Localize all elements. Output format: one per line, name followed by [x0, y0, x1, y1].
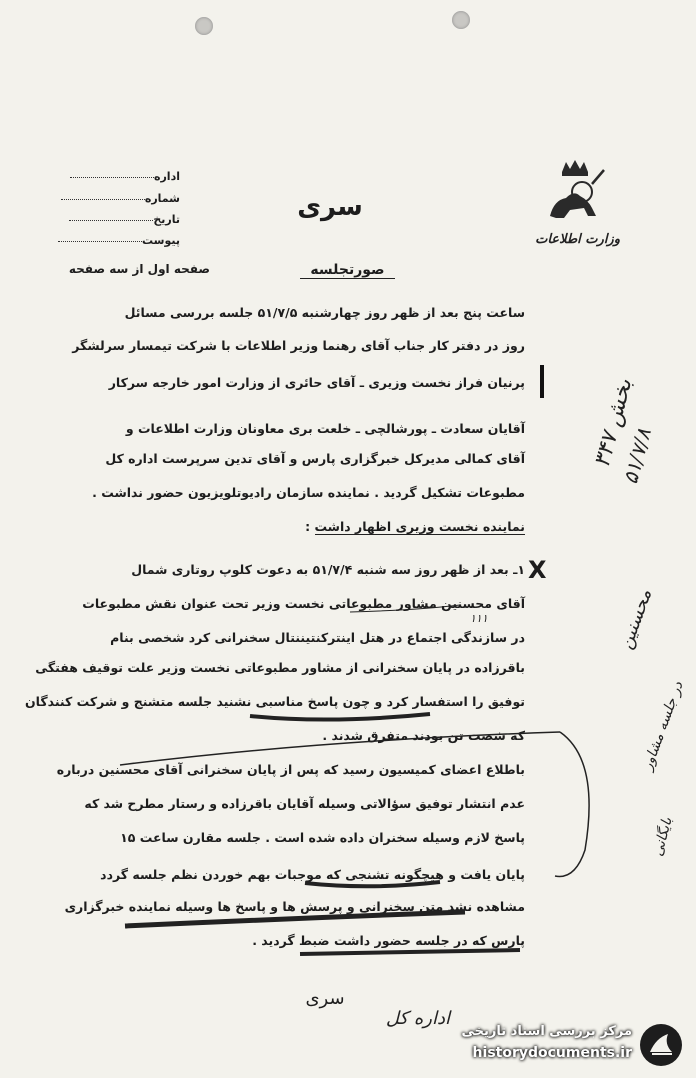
paragraph-1-line-3: پرنیان فراز نخست وزیری ـ آقای حائری از وزارت امور خارجه سرکار	[108, 375, 525, 390]
paragraph-3-line-1: باطلاع اعضای کمیسیون رسید که پس از پایان سخنرانی آقای محسنین درباره	[56, 762, 525, 777]
paragraph-2-line-5: توفیق را استفسار کرد و چون پاسخ مناسبی نشنید جلسه متشنج و شرکت کنندگان	[24, 694, 525, 709]
paragraph-2-line-6: که شصت تن بودند متفرق شدند .	[322, 728, 525, 743]
handwritten-date: ۵۱/۷/۸	[618, 425, 656, 487]
field-attachment-label: پیوست	[142, 234, 180, 247]
paragraph-1-line-2: روز در دفتر کار جناب آقای رهنما وزیر اطلاعات با شرکت تیمسار سرلشگر	[72, 338, 525, 353]
watermark	[425, 1018, 690, 1074]
paragraph-1-line-1: ساعت پنج بعد از ظهر روز چهارشنبه ۵۱/۷/۵ جلسه بررسی مسائل	[124, 305, 525, 320]
archive-logo-icon	[638, 1022, 684, 1068]
paragraph-2-line-2: آقای محسنین مشاور مطبوعاتی نخست وزیر تحت عنوان نقش مطبوعات	[82, 596, 525, 611]
handwritten-number: بخش ۳۴۷	[589, 376, 638, 471]
paragraph-1-line-4: آقایان سعادت ـ پورشالچی ـ خلعت بری معاونان وزارت اطلاعات و	[125, 421, 525, 436]
classification-top: سری	[297, 192, 363, 222]
margin-note-1: محسنین	[615, 586, 657, 652]
field-number-label: شماره	[144, 192, 180, 205]
paragraph-3-line-4: پایان یافت و هیچگونه تشنجی که موجبات بهم خوردن نظم جلسه گردد	[100, 867, 525, 882]
margin-note-3: بایگانی	[649, 815, 676, 859]
paragraph-3-line-5: مشاهده نشد متن سخنرانی و پرسش ها و پاسخ ها وسیله نماینده خبرگزاری	[64, 899, 525, 914]
classification-bottom: سری	[305, 988, 345, 1009]
signature: اداره کل	[385, 1008, 450, 1029]
field-office-label: اداره	[153, 170, 180, 183]
ministry-name: وزارت اطلاعات	[535, 232, 620, 247]
watermark-url: historydocuments.ir	[472, 1045, 632, 1061]
margin-number: ۱۱۱	[470, 612, 488, 625]
paragraph-2-line-3: در سازندگی اجتماع در هتل اینترکنتیننتال سخنرانی کرد شخصی بنام	[110, 630, 525, 645]
subheading: نماینده نخست وزیری اظهار داشت :	[305, 519, 525, 534]
watermark-org: مرکز بررسی اسناد تاریخی	[461, 1024, 632, 1039]
paragraph-3-line-3: پاسخ لازم وسیله سخنران داده شده است . جلسه مقارن ساعت ۱۵	[120, 830, 525, 845]
paragraph-2-line-1: ۱ـ بعد از ظهر روز سه شنبه ۵۱/۷/۴ به دعوت کلوپ روتاری شمال	[131, 562, 525, 577]
paragraph-1-line-5: آقای کمالی مدیرکل خبرگزاری پارس و آقای تدین سرپرست اداره کل	[105, 451, 525, 466]
document-title: صورتجلسه	[300, 262, 395, 279]
margin-note-2: در جلسه مشاور	[639, 679, 687, 773]
paragraph-2-line-4: باقرزاده در پایان سخنرانی از مشاور مطبوعاتی نخست وزیر علت توقیف هفتگی	[35, 660, 525, 675]
page-note: صفحه اول از سه صفحه	[68, 262, 210, 276]
margin-x-mark: X	[528, 556, 547, 584]
paragraph-3-line-6: پارس که در جلسه حضور داشت ضبط گردید .	[252, 933, 525, 948]
field-date-label: تاریخ	[153, 213, 180, 226]
paragraph-3-line-2: عدم انتشار توفیق سؤالاتی وسیله آقایان باقرزاده و رستار مطرح شد که	[84, 796, 525, 811]
paragraph-1-line-6: مطبوعات تشکیل گردید . نماینده سازمان رادیوتلویزیون حضور نداشت .	[92, 485, 525, 500]
